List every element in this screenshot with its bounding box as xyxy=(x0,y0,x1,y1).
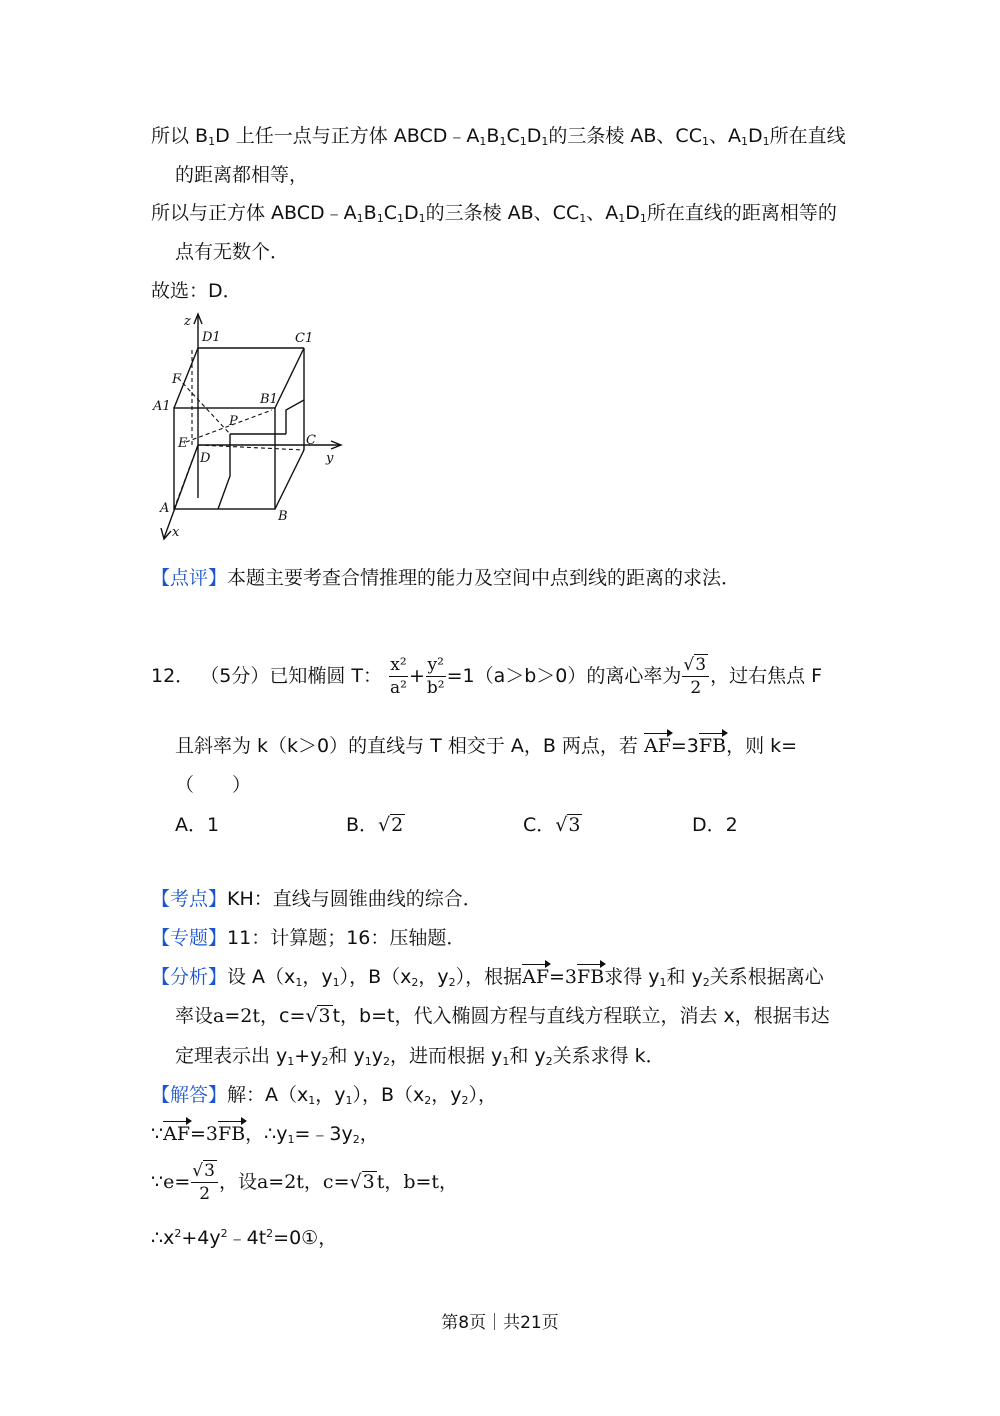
fraction-ecc: $\frac{√3}{2}$ xyxy=(682,654,709,699)
solution-step-4: $\therefore x^2+4y^2﹣4t^2=0①$， xyxy=(151,1227,338,1249)
zhuanti-tag: 【专题】 xyxy=(151,927,228,949)
option-b[interactable]: B．√2 xyxy=(346,814,404,836)
fraction-y2-b2: $\frac{\text{y²}}{\text{b²}}$ xyxy=(426,655,445,698)
question-paren: （ ） xyxy=(175,774,252,796)
edge-bc xyxy=(275,450,304,509)
label-f: F xyxy=(172,372,182,387)
x-axis xyxy=(164,445,198,538)
page-footer: 第8页｜共21页 xyxy=(441,1313,559,1333)
segment-fp xyxy=(178,378,230,434)
jieda-tag: 【解答】 xyxy=(151,1084,228,1106)
fenxi-line-3: 定理表示出 $y_1+y_2$和 $y_1y_2$，进而根据 $y_1$和 $y_2$关系求得 k． xyxy=(175,1045,665,1068)
vector-af: AF xyxy=(643,735,671,757)
fenxi-line-1: 【分析】设 $A(x_1$，$y_1$），$B(x_2$，$y_2$），根据AF=3FB求得 $y_1$和 $y_2$关系根据离心 xyxy=(151,966,824,989)
kaodian-tag: 【考点】 xyxy=(151,888,228,910)
fraction-e: $\frac{√3}{2}$ xyxy=(191,1160,218,1205)
label-b: B xyxy=(278,509,288,524)
fraction-x2-a2: $\frac{\text{x²}}{\text{a²}}$ xyxy=(390,655,407,698)
option-d[interactable]: D．2 xyxy=(692,814,738,836)
jieda-line-1: 【解答】解：$A(x_1$，$y_1$），$B(x_2$，$y_2$）， xyxy=(151,1084,498,1107)
section-right xyxy=(286,400,304,434)
vector-fb: FB xyxy=(698,735,727,757)
label-p: P xyxy=(229,414,238,429)
comment-tag: 【点评】 xyxy=(151,567,228,589)
kaodian-line: 【考点】KH：直线与圆锥曲线的综合． xyxy=(151,888,482,910)
label-c: C xyxy=(306,433,316,448)
edge-dc-hidden xyxy=(198,445,304,450)
label-e: E xyxy=(178,436,188,451)
prev-solution-line-2: 的距离都相等， xyxy=(175,164,309,186)
prev-solution-line-3: 所以与正方体 $ABCD﹣A_1B_1C_1D_1$的三条棱 AB、$CC_1$、$A_1D_1$所在直线的距离相等的 xyxy=(151,202,837,225)
label-z: z xyxy=(184,314,191,329)
fenxi-tag: 【分析】 xyxy=(151,966,228,988)
label-c1: C1 xyxy=(295,331,314,346)
label-d: D xyxy=(200,451,211,466)
cube-front-face xyxy=(174,408,275,509)
option-c[interactable]: C．√3 xyxy=(523,814,581,836)
edge-b1c1 xyxy=(275,348,304,408)
question-number: 12． xyxy=(151,665,195,687)
label-b1: B1 xyxy=(260,392,278,407)
prev-solution-line-4: 点有无数个． xyxy=(175,241,290,263)
comment-line: 【点评】本题主要考查合情推理的能力及空间中点到线的距离的求法． xyxy=(151,567,741,589)
label-a: A xyxy=(160,501,170,516)
zhuanti-line: 【专题】11：计算题；16：压轴题． xyxy=(151,927,466,949)
label-y: y xyxy=(326,451,334,466)
solution-step-2: ∵AF=3FB，$\therefore y_1=﹣3y_2$， xyxy=(151,1123,379,1146)
label-a1: A1 xyxy=(153,399,171,414)
answer-choice: 故选：D． xyxy=(151,280,242,302)
fenxi-line-2: 率设a=2t，c=√3 t，b=t，代入椭圆方程与直线方程联立，消去 x，根据韦达 xyxy=(175,1005,830,1027)
solution-step-3: ∵e= $\frac{√3}{2}$ ，设a=2t，c=√3 t，b=t， xyxy=(151,1161,459,1204)
label-d1: D1 xyxy=(202,330,221,345)
prev-solution-line-1: 所以 $B_1D$ 上任一点与正方体 $ABCD﹣A_1B_1C_1D_1$的三条棱 AB、$CC_1$、$A_1D_1$所在直线 xyxy=(151,125,846,148)
question-line-1: 12． （5分）已知椭圆 T： $\frac{\text{x²}}{\text{a²}}$ + $\frac{\text{y²}}{\text{b²}}$ =1（a＞b＞0）的离心率为 $\frac{√3}{2}$ ，过右焦点 F xyxy=(151,655,823,698)
option-a[interactable]: A．1 xyxy=(175,814,220,836)
label-x: x xyxy=(172,525,180,540)
question-line-2: 且斜率为 k（k＞0）的直线与 T 相交于 A，B 两点，若 AF=3FB，则 k= xyxy=(175,735,798,757)
cube-figure xyxy=(150,310,355,542)
